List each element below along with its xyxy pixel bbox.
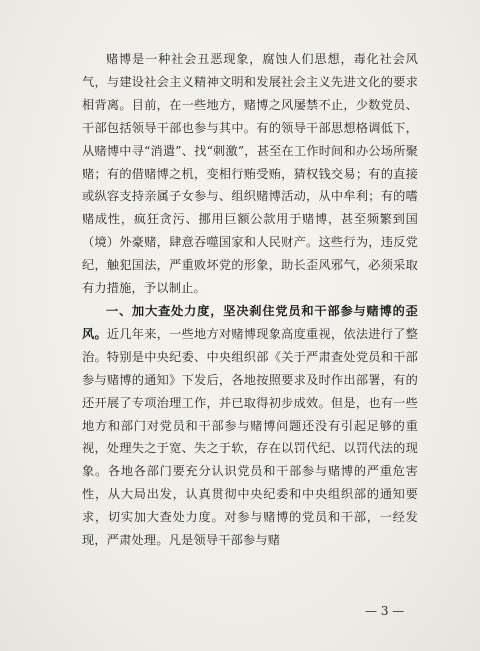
paragraph-2-body: 近几年来，一些地方对赌博现象高度重视，依法进行了整治。特别是中央纪委、中央组织部《关于严肃查处党员和干部参与赌博的通知》下发后，各地按照要求及时作出部署，有的还开展了专项治理工作，并已取得初步成效。但是，也有一些地方和部门对党员和干部参与赌博问题还没有引起足够的重视，处理失之于宽、失之于软，存在以罚代纪、以罚代法的现象。各地各部门要充分认识党员和干部参与赌博的严重危害性，从大局出发，认真贯彻中央纪委和中央组织部的通知要求，切实加大查处力度。对参与赌博的党员和干部，一经发现，严肃处理。凡是领导干部参与赌 [82,326,419,548]
body-text [82,48,418,552]
paragraph-1: 赌博是一种社会丑恶现象，腐蚀人们思想，毒化社会风气，与建设社会主义精神文明和发展社会主义先进文化的要求相背离。目前，在一些地方，赌博之风屡禁不止，少数党员、干部包括领导干部也参与其中。有的领导干部思想格调低下，从赌博中寻“消遣”、找“刺激”，甚至在工作时间和办公场所聚赌；有的借赌博之机，变相行贿受贿，猜权钱交易；有的直接或纵容支持亲属子女参与、组织赌博活动，从中牟利；有的嗜赌成性，疯狂贪污、挪用巨额公款用于赌博，甚至频繁到国（境）外豪赌，肆意吞噬国家和人民财产。这些行为，违反党纪，触犯国法，严重败坏党的形象，助长歪风邪气，必须采取有力措施，予以制止。 [82,52,418,296]
page-number: — 3 — [365,604,405,618]
paragraph-2 [82,300,418,552]
section-heading: 一、加大查处力度，坚决刹住党员和干部参与赌博的歪风。 [82,303,418,341]
